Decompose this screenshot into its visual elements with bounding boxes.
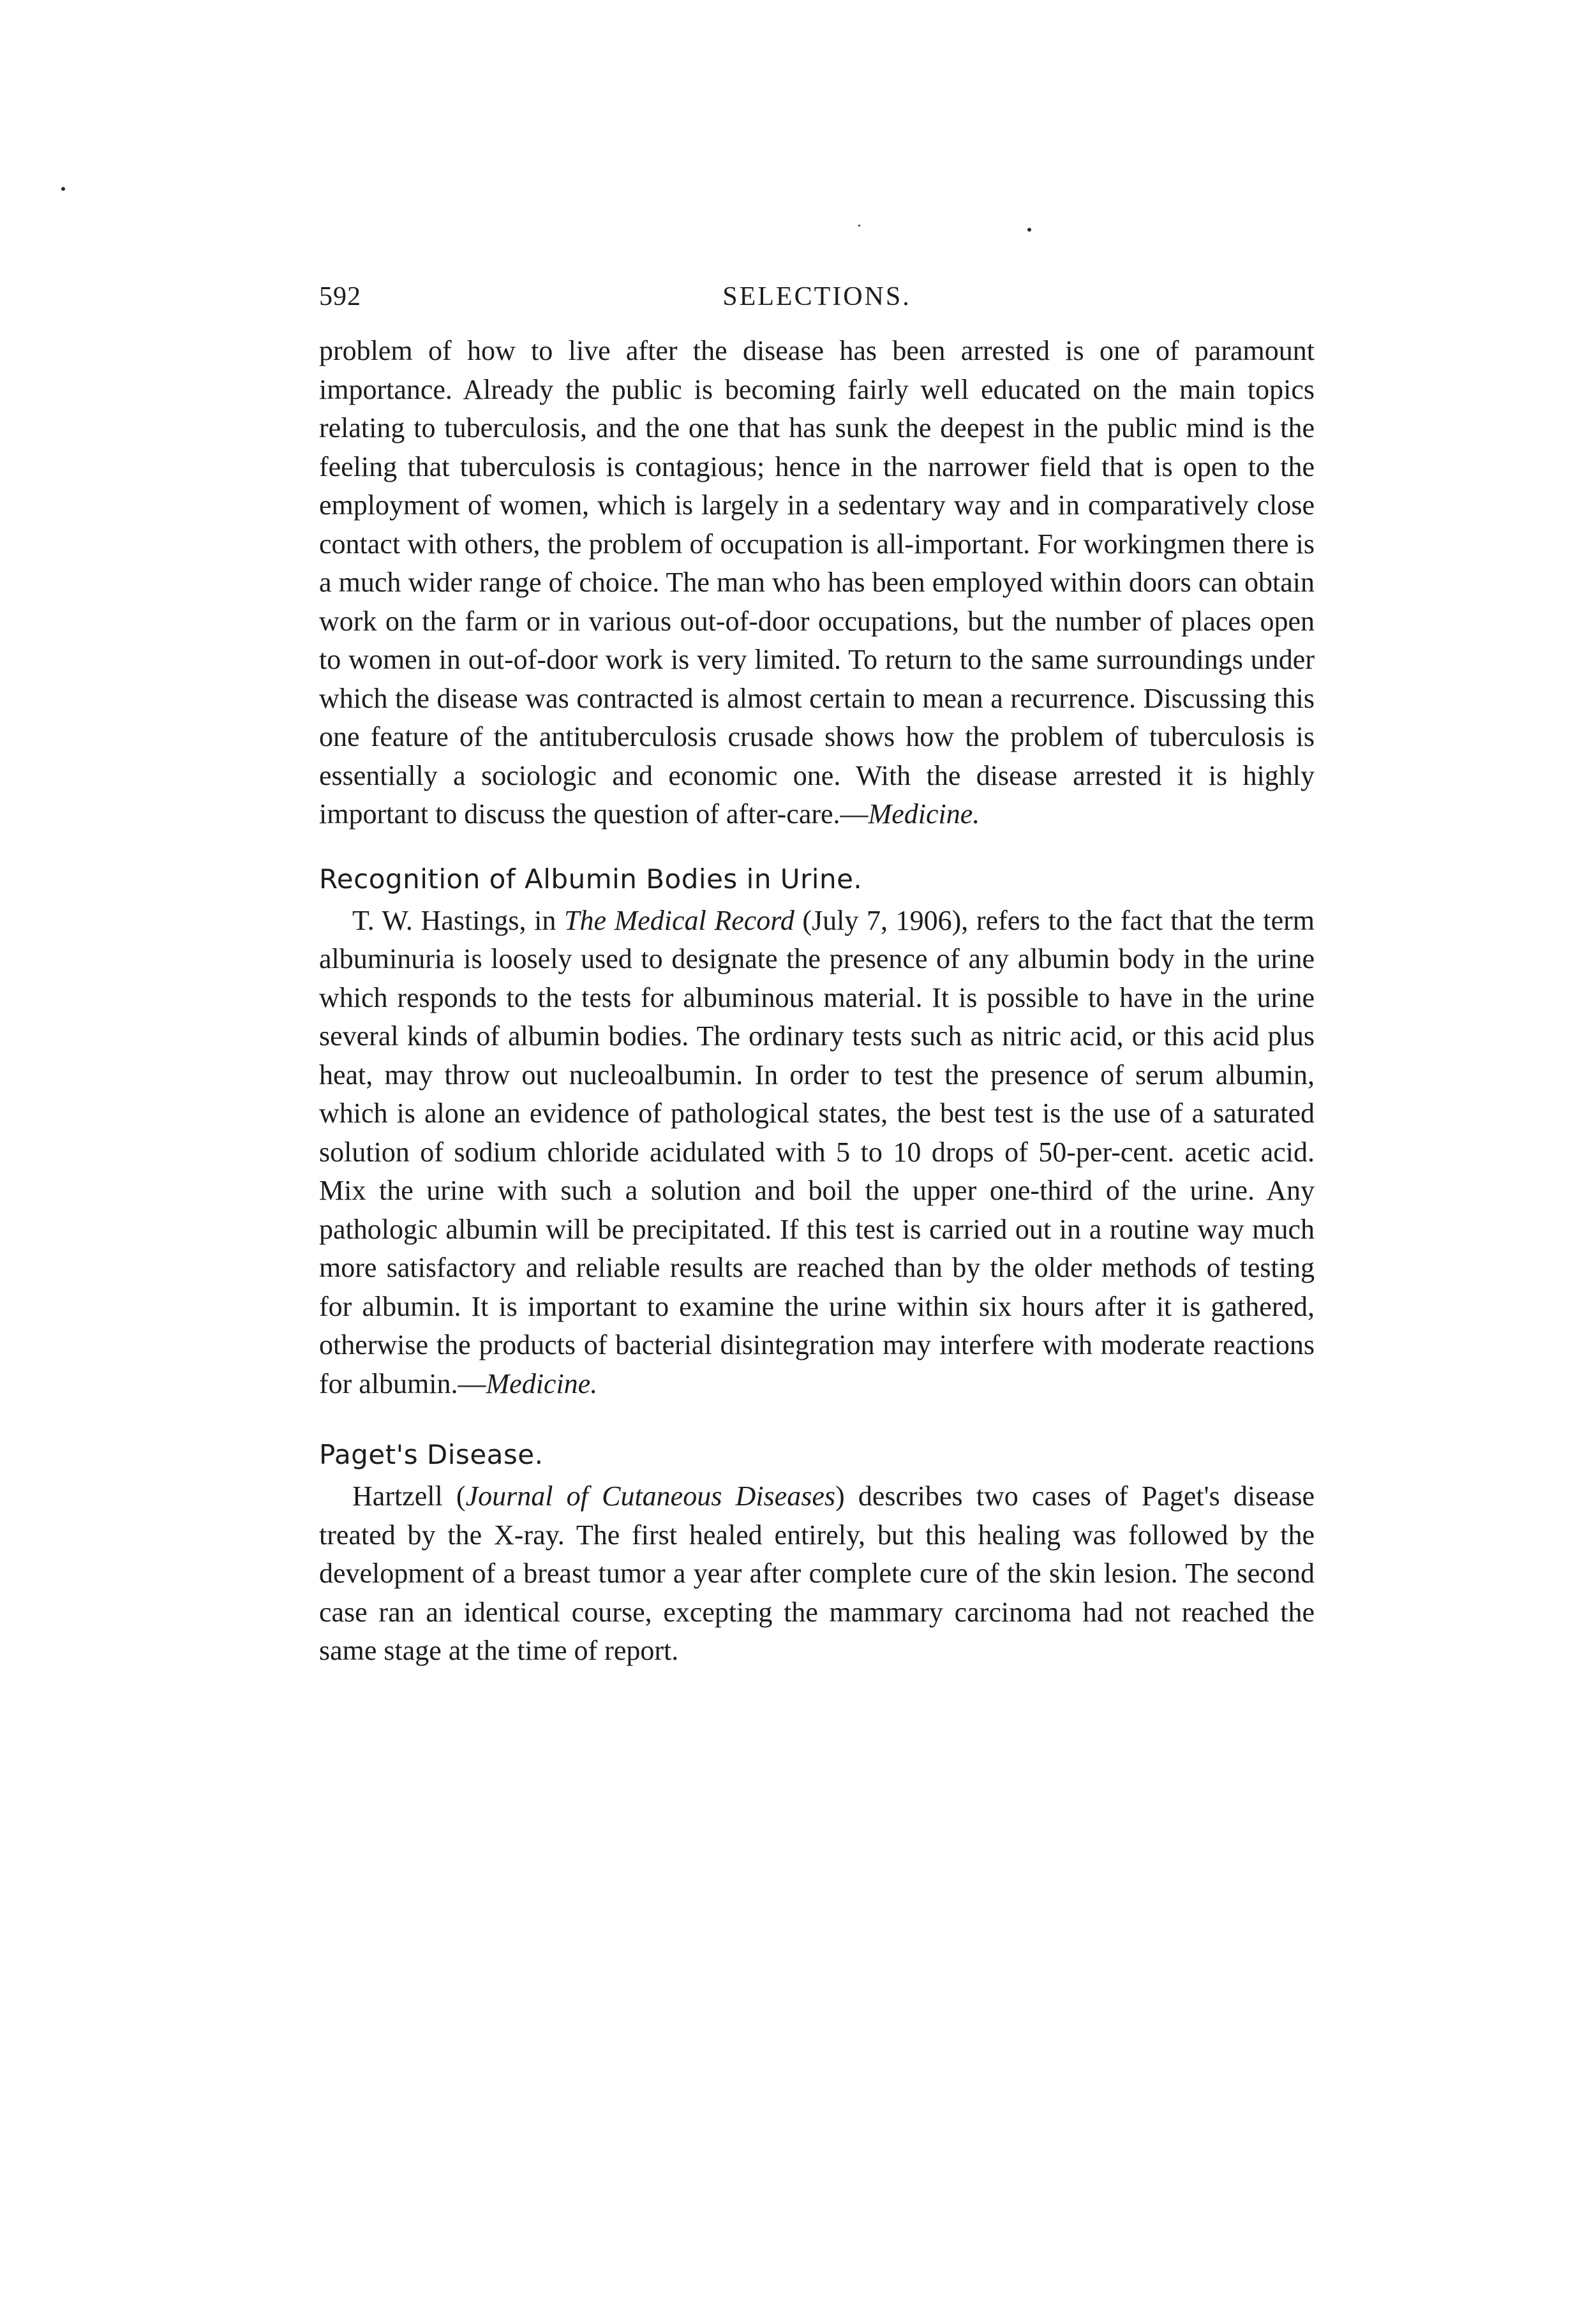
running-title: SELECTIONS. — [722, 282, 911, 311]
page-number: 592 — [319, 282, 361, 311]
albumin-body: (July 7, 1906), refers to the fact that the term albuminuria is loosely used to designate the presence of any albumin body in the urine which responds to the tests for albuminous material. It is possible to have in the urine several kinds of albumin bodies. The ordinary tests such as nitric acid, or this acid plus heat, may throw out nucleoalbumin. In order to test the presence of serum albumin, which is alone an evidence of pathological states, the best test is the use of a saturated solution of sodium chloride acidulated with 5 to 10 drops of 50-per-cent. acetic acid. Mix the urine with such a solution and boil the upper one-third of the urine. Any pathologic albumin will be precipitated. If this test is carried out in a routine way much more satisfactory and reliable results are reached than by the older methods of testing for albumin. It is important to examine the urine within six hours after it is gathered, otherwise the products of bacterial disintegration may interfere with moderate reactions for albumin.— — [319, 904, 1315, 1399]
section-heading-pagets: Paget's Disease. — [319, 1439, 544, 1470]
pagets-body: ) describes two cases of Paget's disease treated by the X-ray. The first healed entirely, but this healing was followed by the development of a breast tumor a year after complete cure of the skin lesion. The second case ran an identical course, excepting the mammary carcinoma had not reached the same stage at the time of report. — [319, 1480, 1315, 1666]
albumin-intro: T. W. Hastings, in — [352, 904, 564, 936]
section-heading-albumin: Recognition of Albumin Bodies in Urine. — [319, 863, 863, 895]
scan-speck — [61, 187, 65, 191]
pagets-intro: Hartzell ( — [352, 1480, 466, 1512]
journal-title: Journal of Cutaneous Diseases — [465, 1480, 835, 1512]
source-citation: Medicine. — [486, 1367, 598, 1399]
source-citation: Medicine. — [868, 798, 980, 830]
running-head — [319, 274, 1315, 319]
book-page — [319, 0, 1315, 2317]
albumin-paragraph — [319, 902, 1315, 1404]
continued-paragraph-text: problem of how to live after the disease has been arrested is one of paramount importance. Already the public is becoming fairly well educated on the main topics relating to tuberculosis, and the one that has sunk the deepest in the public mind is the feeling that tuberculosis is contagious; hence in the narrower field that is open to the employment of women, which is largely in a sedentary way and in comparatively close contact with others, the problem of occupation is all-important. For workingmen there is a much wider range of choice. The man who has been employed within doors can obtain work on the farm or in various out-of-door occupations, but the number of places open to women in out-of-door work is very limited. To return to the same surroundings under which the disease was contracted is almost certain to mean a recurrence. Discussing this one feature of the antituberculosis crusade shows how the problem of tuberculosis is essentially a sociologic and economic one. With the disease arrested it is highly important to discuss the question of after-care.— — [319, 335, 1315, 830]
continued-paragraph — [319, 332, 1315, 834]
journal-title: The Medical Record — [563, 904, 794, 936]
body-text — [319, 332, 1315, 1671]
pagets-paragraph — [319, 1477, 1315, 1671]
